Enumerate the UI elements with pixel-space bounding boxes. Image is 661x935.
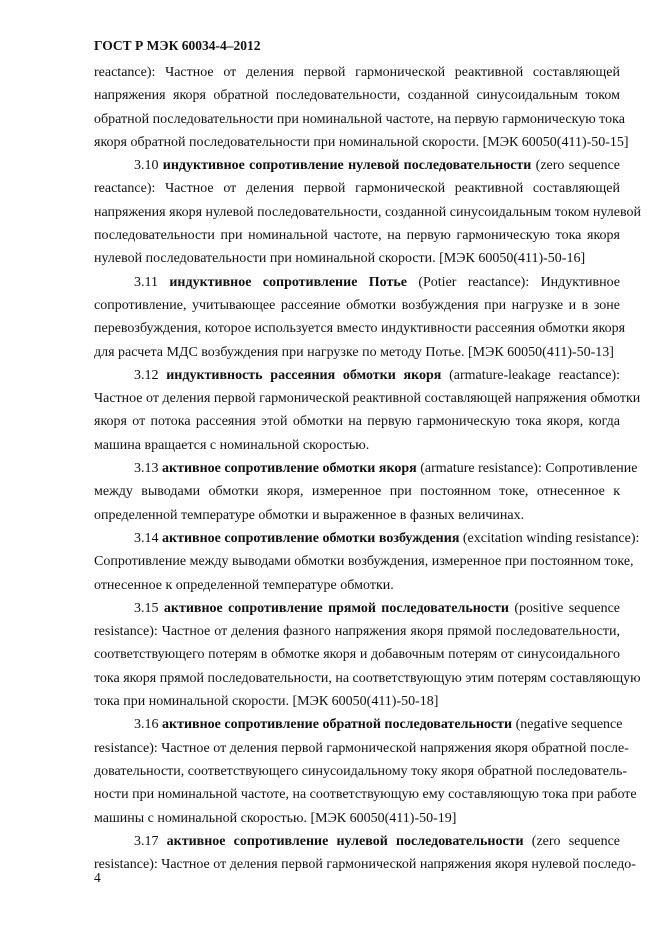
definition-text: (armature resistance): Сопротивление bbox=[416, 461, 638, 477]
text-line: перевозбуждения, которое используется вместо индуктивности рассеяния обмотки якоря bbox=[94, 321, 626, 337]
definition-first-line bbox=[94, 154, 620, 177]
text-line: напряжения якоря нулевой последовательности, созданной синусоидальным током нулевой bbox=[94, 204, 641, 220]
text-line: Частное от деления первой гармонической реактивной составляющей напряжения обмотки bbox=[94, 391, 641, 407]
definition-paragraph bbox=[94, 457, 638, 527]
definition-paragraph bbox=[94, 527, 640, 597]
definition-first-line bbox=[94, 457, 638, 480]
text-line: машины с номинальной скоростью. [МЭК 60050(411)-50-19] bbox=[94, 810, 457, 826]
text-line: resistance): Частное от деления первой гармонической напряжения якоря обратной после- bbox=[94, 740, 629, 756]
definition-first-line bbox=[94, 597, 620, 620]
term: активное сопротивление обмотки возбуждения bbox=[162, 530, 460, 546]
definition-first-line bbox=[94, 527, 640, 550]
definition-paragraph bbox=[94, 364, 641, 457]
text-line: resistance): Частное от деления первой гармонической напряжения якоря нулевой последо- bbox=[94, 857, 636, 873]
text-line: нулевой последовательности при номинальной скорости. [МЭК 60050(411)-50-16] bbox=[94, 251, 586, 267]
text-line: для расчета МДС возбуждения при нагрузке по методу Потье. [МЭК 60050(411)-50-13] bbox=[94, 344, 614, 360]
definition-paragraph bbox=[94, 61, 629, 154]
definition-text: (zero sequence bbox=[523, 833, 621, 849]
definition-paragraph bbox=[94, 154, 641, 270]
definition-text: (armature-leakage reactance): bbox=[441, 367, 621, 383]
text-line: напряжения якоря обратной последовательности, созданной синусоидальным током bbox=[94, 88, 620, 104]
clause-number: 3.15 bbox=[134, 600, 164, 616]
page-number: 4 bbox=[94, 870, 101, 885]
text-line: отнесенное к определенной температуре обмотки. bbox=[94, 577, 394, 593]
definition-first-line bbox=[94, 830, 620, 853]
text-line: якоря обратной последовательности при номинальной скорости. [МЭК 60050(411)-50-15] bbox=[94, 134, 629, 150]
clause-number: 3.16 bbox=[134, 717, 162, 733]
term: активное сопротивление обмотки якоря bbox=[162, 461, 417, 477]
definition-paragraph bbox=[94, 830, 636, 877]
definition-first-line bbox=[94, 271, 620, 294]
clause-number: 3.12 bbox=[134, 367, 167, 383]
definition-first-line bbox=[94, 364, 620, 387]
term: индуктивность рассеяния обмотки якоря bbox=[166, 367, 442, 383]
definition-text: (excitation winding resistance): bbox=[459, 530, 640, 546]
definition-paragraph bbox=[94, 713, 637, 829]
text-line: довательности, соответствующего синусоидальному току якоря обратной последователь- bbox=[94, 763, 627, 779]
definition-paragraph bbox=[94, 271, 626, 364]
term: активное сопротивление обратной последовательности bbox=[162, 717, 513, 733]
text-line: Сопротивление между выводами обмотки возбуждения, измеренное при постоянном токе, bbox=[94, 554, 634, 570]
text-line: обратной последовательности при номинальной частоте, на первую гармоническую тока bbox=[94, 111, 625, 127]
text-line: reactance): Частное от деления первой гармонической реактивной составляющей bbox=[94, 181, 620, 197]
clause-number: 3.13 bbox=[134, 461, 162, 477]
definition-paragraph bbox=[94, 597, 641, 713]
clause-number: 3.11 bbox=[134, 274, 170, 290]
text-line: тока якоря прямой последовательности, на соответствующую этим потерям составляющую bbox=[94, 670, 641, 686]
definition-text: (Potier reactance): Индуктивное bbox=[406, 274, 621, 290]
definition-first-line bbox=[94, 713, 623, 736]
text-line: reactance): Частное от деления первой гармонической реактивной составляющей bbox=[94, 65, 620, 80]
clause-number: 3.17 bbox=[134, 833, 167, 849]
clause-number: 3.14 bbox=[134, 530, 162, 546]
term: активное сопротивление прямой последовательности bbox=[163, 600, 509, 616]
clause-number: 3.10 bbox=[134, 158, 163, 174]
text-line: между выводами обмотки якоря, измеренное при постоянном токе, отнесенное к bbox=[94, 484, 620, 500]
term: индуктивное сопротивление Потье bbox=[169, 274, 407, 290]
text-line: машина вращается с номинальной скоростью. bbox=[94, 437, 370, 453]
text-line: определенной температуре обмотки и выраженное в фазных величинах. bbox=[94, 507, 525, 523]
text-line: последовательности при номинальной частоте, на первую гармоническую тока якоря bbox=[94, 228, 620, 244]
term: активное сопротивление нулевой последовательности bbox=[166, 833, 524, 849]
document-header: ГОСТ Р МЭК 60034-4–2012 bbox=[94, 38, 261, 53]
document-body bbox=[94, 61, 641, 876]
definition-text: (negative sequence bbox=[512, 717, 623, 733]
text-line: якоря от потока рассеяния этой обмотки на первую гармоническую тока якоря, когда bbox=[94, 414, 620, 430]
definition-text: (zero sequence bbox=[531, 158, 621, 174]
text-line: resistance): Частное от деления фазного напряжения якоря прямой последовательности, bbox=[94, 624, 620, 640]
term: индуктивное сопротивление нулевой последовательности bbox=[162, 158, 532, 174]
text-line: ности при номинальной частоте, на соответствующую ему составляющую тока при работе bbox=[94, 787, 637, 803]
text-line: соответствующего потерям в обмотке якоря и добавочным потерям от синусоидального bbox=[94, 647, 620, 663]
text-line: сопротивление, учитывающее рассеяние обмотки возбуждения при нагрузке и в зоне bbox=[94, 297, 620, 313]
text-line: тока при номинальной скорости. [МЭК 60050(411)-50-18] bbox=[94, 694, 439, 710]
definition-text: (positive sequence bbox=[508, 600, 621, 616]
